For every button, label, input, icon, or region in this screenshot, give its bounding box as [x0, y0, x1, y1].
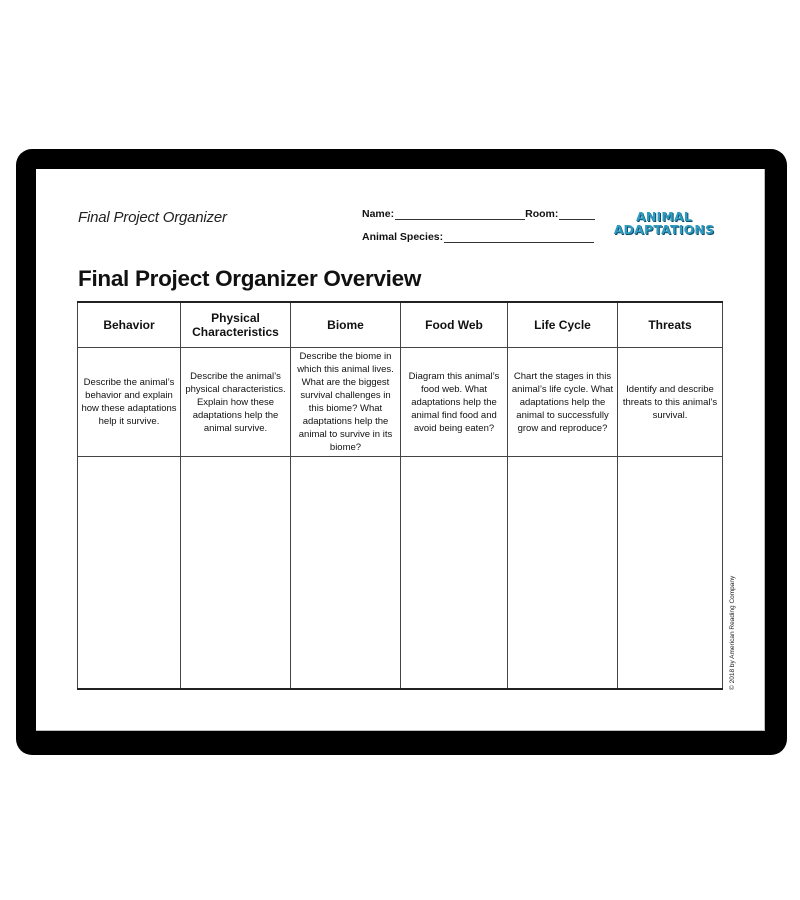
room-label: Room: [525, 208, 559, 220]
answer-cell-threats[interactable] [618, 457, 723, 690]
description-threats: Identify and describe threats to this animal’s survival. [618, 348, 723, 457]
logo-line-1: ANIMAL [635, 209, 693, 224]
page-title: Final Project Organizer Overview [78, 266, 422, 291]
room-blank-line[interactable] [559, 209, 595, 220]
column-header-life-cycle: Life Cycle [508, 302, 618, 348]
name-label: Name: [362, 208, 395, 220]
answer-cell-physical-characteristics[interactable] [181, 457, 291, 690]
logo-line-2: ADAPTATIONS [613, 222, 715, 237]
answer-cell-food-web[interactable] [401, 457, 508, 690]
copyright-notice: © 2018 by American Reading Company [729, 575, 736, 690]
table-answer-row [78, 457, 723, 690]
column-header-threats: Threats [618, 302, 723, 348]
answer-cell-behavior[interactable] [78, 457, 181, 690]
animal-adaptations-logo [606, 210, 722, 236]
column-header-behavior: Behavior [78, 302, 181, 348]
description-biome: Describe the biome in which this animal lives. What are the biggest survival challenges in this biome? What adaptations help the animal to survive in its biome? [291, 348, 401, 457]
column-header-physical-characteristics: Physical Characteristics [181, 302, 291, 348]
species-field[interactable] [362, 231, 594, 243]
name-blank-line[interactable] [395, 209, 525, 220]
answer-cell-biome[interactable] [291, 457, 401, 690]
table-description-row [78, 348, 723, 457]
description-behavior: Describe the animal’s behavior and explain how these adaptations help it survive. [78, 348, 181, 457]
name-field[interactable] [362, 208, 595, 220]
species-label: Animal Species: [362, 231, 444, 243]
table-header-row [78, 302, 723, 348]
column-header-biome: Biome [291, 302, 401, 348]
description-food-web: Diagram this animal’s food web. What adaptations help the animal find food and avoid being eaten? [401, 348, 508, 457]
worksheet-subtitle: Final Project Organizer [78, 209, 227, 226]
column-header-food-web: Food Web [401, 302, 508, 348]
organizer-table [77, 301, 723, 690]
description-physical-characteristics: Describe the animal’s physical characteristics. Explain how these adaptations help the animal survive. [181, 348, 291, 457]
answer-cell-life-cycle[interactable] [508, 457, 618, 690]
description-life-cycle: Chart the stages in this animal’s life cycle. What adaptations help the animal to successfully grow and reproduce? [508, 348, 618, 457]
species-blank-line[interactable] [444, 232, 594, 243]
